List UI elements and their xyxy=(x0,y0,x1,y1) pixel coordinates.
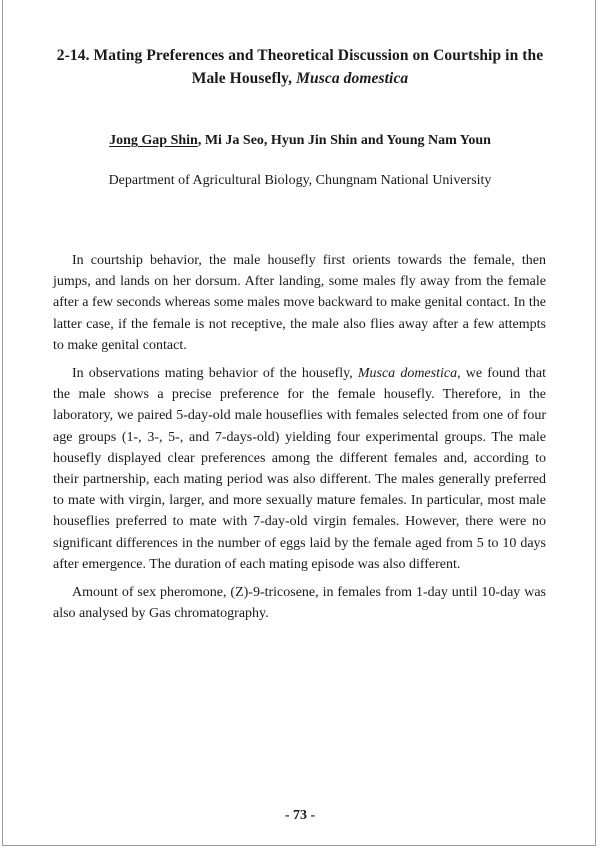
paragraph-courtship: In courtship behavior, the male housefly first orients towards the female, then jumps, and lands on her dorsum. After landing, some males fly away from the female after a few seconds whereas some males move backward to make genital contact. In the latter case, if the female is not receptive, the male also flies away after a few attempts to make genital contact. xyxy=(53,253,546,353)
page-number: - 73 - xyxy=(284,808,316,823)
abstract-title xyxy=(40,44,560,90)
author-list xyxy=(40,131,560,151)
paragraph-species-name: Musca domestica xyxy=(357,366,458,382)
paragraph-pheromone: Amount of sex pheromone, (Z)-9-tricosene, in females from 1-day until 10-day was also analysed by Gas chromatography. xyxy=(53,585,546,622)
paragraph-observations xyxy=(53,363,546,575)
paragraph-observations-rest: , we found that the male shows a precise preference for the female housefly. Therefore, in the laboratory, we paired 5-day-old male houseflies with females selected from one of four age groups (1-, 3-, 5-, and 7-days-old) yielding four experimental groups. The male housefly displayed clear preferences among the different females and, according to their partnership, each mating period was also different. The males generally preferred to mate with virgin, larger, and more sexually mature females. In particular, most male houseflies preferred to mate with 7-day-old virgin females. However, there were no significant differences in the number of eggs laid by the female aged from 5 to 10 days after emergence. The duration of each mating episode was also different. xyxy=(53,366,546,572)
paragraph-observations-start: In observations mating behavior of the housefly, xyxy=(72,366,358,382)
abstract-body xyxy=(53,250,546,631)
presenting-author: Jong Gap Shin xyxy=(109,133,198,148)
title-main: 2-14. Mating Preferences and Theoretical Discussion on Courtship in the Male Housefly, xyxy=(56,47,544,87)
title-species-name: Musca domestica xyxy=(296,70,409,87)
coauthors: , Mi Ja Seo, Hyun Jin Shin and Young Nam Youn xyxy=(197,133,491,148)
affiliation: Department of Agricultural Biology, Chungnam National University xyxy=(108,173,492,188)
